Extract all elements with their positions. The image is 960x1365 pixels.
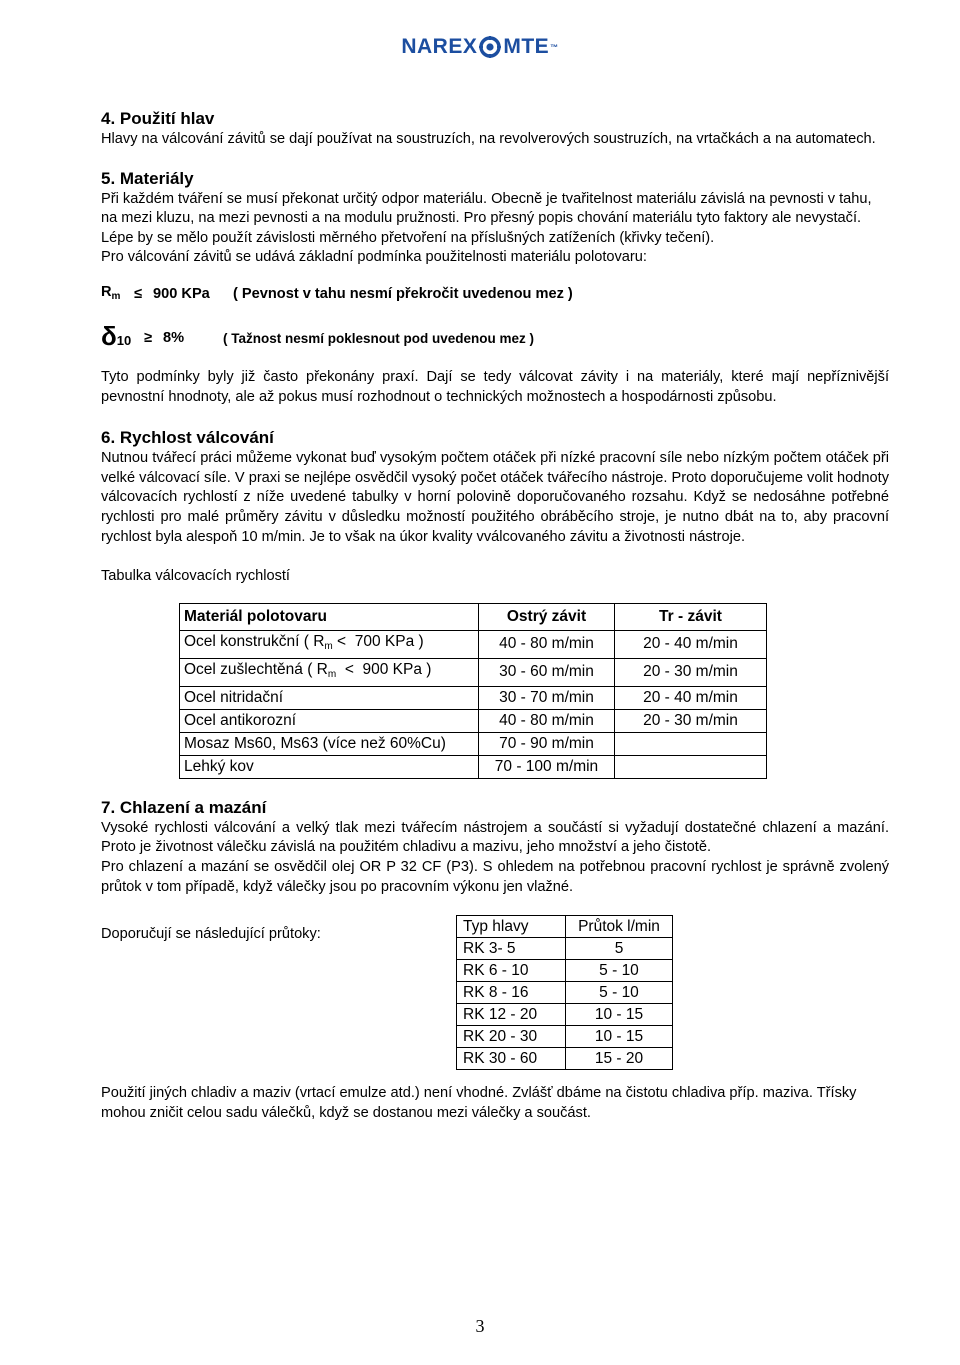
logo-gear-icon	[478, 35, 502, 59]
table-row: RK 30 - 60 15 - 20	[457, 1048, 673, 1070]
section-7-text-3: Použití jiných chladiv a maziv (vrtací emulze atd.) není vhodné. Zvlášť dbáme na čistotu chladiva příp. maziva. Třísky mohou zničit celou sadu válečků, když se dostanou mezi válečky a součást.	[101, 1085, 857, 1121]
condition-elongation: δ10 ≥ 8% ( Tažnost nesmí poklesnout pod uvedenou mez )	[101, 320, 535, 351]
logo-text-right: MTE	[503, 35, 550, 58]
logo-trademark: ™	[550, 42, 559, 52]
page-number: 3	[475, 1316, 485, 1336]
speed-table-caption: Tabulka válcovacích rychlostí	[101, 568, 290, 585]
speed-table	[179, 603, 767, 779]
section-4-text: Hlavy na válcování závitů se dají používat na soustruzích, na revolverových soustruzích, na vrtačkách a na automatech.	[101, 131, 876, 147]
logo-wordmark	[401, 35, 558, 59]
table-row: Mosaz Ms60, Ms63 (více než 60%Cu) 70 - 90 m/min	[180, 732, 767, 755]
table-row: RK 20 - 30 10 - 15	[457, 1026, 673, 1048]
condition-elongation-note: ( Tažnost nesmí poklesnout pod uvedenou mez )	[223, 331, 535, 347]
section-5-text-2: Pro válcování závitů se udává základní podmínka použitelnosti materiálu polotovaru:	[101, 249, 647, 266]
section-4-title: 4. Použití hlav	[101, 109, 215, 128]
section-5-text-3: Tyto podmínky byly již často překonány praxí. Dají se tedy válcovat závity i na materiály, které mají nepříznivější pevnostní hnodnoty, ale až pokus musí rozhodnout o technických možnostech a hospodárnosti způsobu.	[101, 368, 889, 405]
section-7-title: 7. Chlazení a mazání	[101, 797, 267, 817]
condition-strength: $R_m$ ≤ 900 KPa ( Pevnost v tahu nesmí překročit uvedenou mez )	[101, 282, 889, 308]
flow-section	[101, 915, 889, 1070]
table-row: Ocel konstrukční ( $R_m < 700$ KPa ) 40 - 80 m/min 20 - 40 m/min	[180, 630, 767, 658]
table-row: RK 6 - 10 5 - 10	[457, 960, 673, 982]
section-5-title: 5. Materiály	[101, 168, 194, 188]
flow-label: Doporučují se následující průtoky:	[101, 926, 321, 943]
section-6-title: 6. Rychlost válcování	[101, 428, 274, 448]
table-row: RK 3- 5 5	[457, 938, 673, 960]
section-7-text-1: Vysoké rychlosti válcování a velký tlak mezi tvářecím nástrojem a součástí si vyžadují dostatečné chlazení a mazání. Proto je životnost válečku závislá na použitém chladivu a mazivu, jeho množství a jeho čistotě.	[101, 819, 889, 856]
speed-table-header: Materiál polotovaru Ostrý závit Tr - závit	[180, 603, 767, 630]
logo-text-left: NAREX	[401, 35, 478, 58]
table-row: RK 8 - 16 5 - 10	[457, 982, 673, 1004]
table-row: Ocel nitridační 30 - 70 m/min 20 - 40 m/min	[180, 686, 767, 709]
table-row: Ocel zušlechtěná ( $R_m < 900$ KPa ) 30 - 60 m/min 20 - 30 m/min	[180, 658, 767, 686]
section-5-text-1: Při každém tváření se musí překonat určitý odpor materiálu. Obecně je tvařitelnost materiálu závislá na pevnosti v tahu, na mezi kluzu, na mezi pevnosti a na modulu pružnosti. Pro přesný popis chování materiálu tyto faktory ale nevystačí. Lépe by se mělo použít závislosti měrného přetvoření na příslušných zatíženích (křivky tečení).	[101, 190, 872, 246]
section-7-text-2: Pro chlazení a mazání se osvědčil olej OR P 32 CF (P3). S ohledem na potřebnou pracovní rychlost je správně zvolený průtok v tom případě, když válečky jsou po pracovním výkonu jen vlažné.	[101, 858, 889, 895]
table-row: RK 12 - 20 10 - 15	[457, 1004, 673, 1026]
main-content	[101, 108, 889, 1123]
condition-strength-note: ( Pevnost v tahu nesmí překročit uvedenou mez )	[233, 286, 573, 303]
flow-table	[456, 915, 673, 1070]
header-logo	[0, 30, 960, 64]
table-row: Ocel antikorozní 40 - 80 m/min 20 - 30 m/min	[180, 709, 767, 732]
flow-table-header: Typ hlavy Průtok l/min	[457, 916, 673, 938]
section-6-text: Nutnou tvářecí práci můžeme vykonat buď vysokým počtem otáček při nízké pracovní síle nebo nízkým počtem otáček při velké válcovací síle. V praxi se nejlépe osvědčil vysoký počet otáček tvářecího nástroje. Proto doporučujeme volit hodnoty válcovacích rychlostí z níže uvedené tabulky v horní polovině doporučovaného rozsahu. Když se nedosáhne potřebné rychlosti pro malé průměry závitu v důsledku možností použitého obráběcího stroje, je nutno dbát na to, aby pracovní rychlost byla alespoň 10 m/min. Je to však na úkor kvality vválcovaného závitu a životnosti nástroje.	[101, 450, 889, 545]
table-row: Lehký kov 70 - 100 m/min	[180, 755, 767, 778]
